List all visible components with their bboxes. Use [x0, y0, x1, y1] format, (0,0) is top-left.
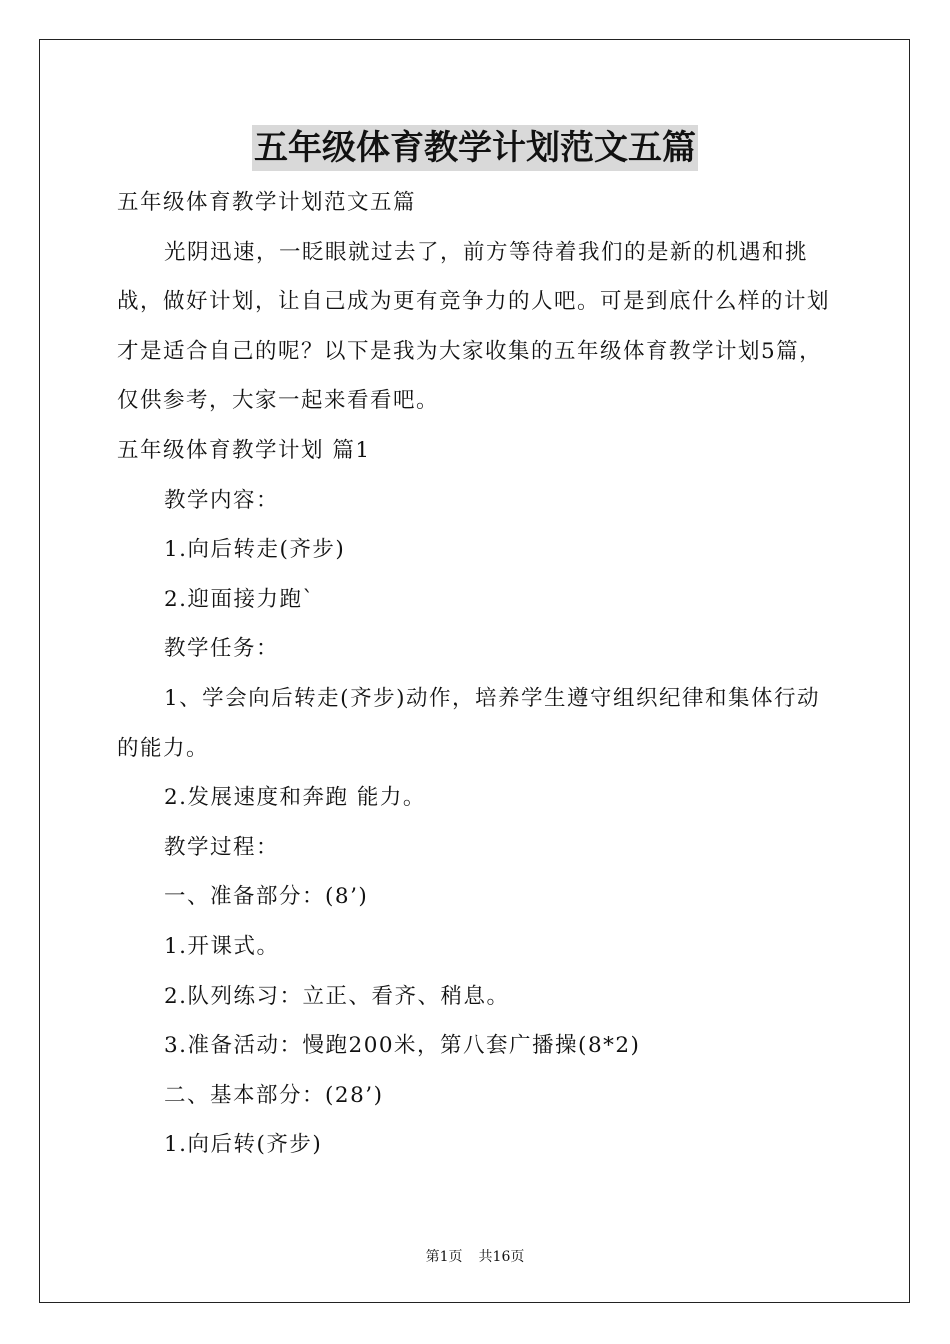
paragraph: 五年级体育教学计划范文五篇 — [117, 190, 417, 215]
paragraph: 光阴迅速，一眨眼就过去了，前方等待着我们的是新的机遇和挑战，做好计划，让自己成为更有竞争力的人吧。可是到底什么样的计划才是适合自己的呢？以下是我为大家收集的五年级体育教学计划5篇，仅供参考，大家一起来看看吧。 — [117, 239, 831, 414]
list-item: 1.向后转(齐步) — [164, 1132, 323, 1158]
list-item: 1.向后转走(齐步) — [164, 537, 346, 563]
list-item: 一、准备部分：(8’) — [164, 884, 369, 910]
document-title: 五年级体育教学计划范文五篇 — [252, 125, 698, 171]
paragraph: 教学任务： — [164, 636, 280, 662]
list-item: 2.迎面接力跑` — [164, 586, 315, 612]
list-item: 2.发展速度和奔跑 能力。 — [164, 785, 426, 811]
section-heading: 五年级体育教学计划 篇1 — [117, 437, 371, 463]
list-item: 2.队列练习：立正、看齐、稍息。 — [164, 983, 510, 1009]
list-item: 二、基本部分：(28’) — [164, 1082, 384, 1108]
list-item: 1.开课式。 — [164, 933, 280, 959]
title-container — [0, 125, 950, 171]
list-item: 1、学会向后转走(齐步)动作，培养学生遵守组织纪律和集体行动的能力。 — [117, 685, 820, 761]
list-item: 3.准备活动：慢跑200米，第八套广播操(8*2) — [164, 1033, 641, 1059]
paragraph: 教学内容： — [164, 487, 280, 513]
page-footer — [0, 1247, 950, 1267]
total-page-count: 共16页 — [478, 1249, 525, 1265]
paragraph: 教学过程： — [164, 834, 280, 860]
current-page-number: 第1页 — [425, 1249, 463, 1265]
document-body — [117, 178, 835, 1170]
